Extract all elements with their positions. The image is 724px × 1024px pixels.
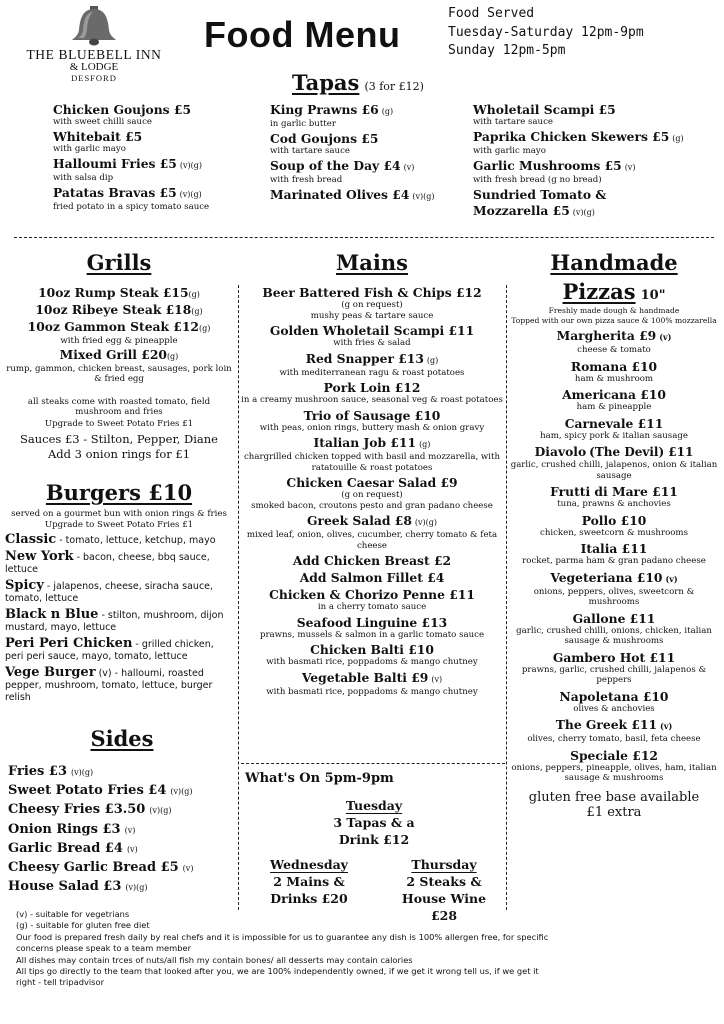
main-item-desc: in a cherry tomato sauce	[317, 602, 427, 612]
main-item-desc: with basmati rice, poppadoms & mango chutney	[266, 657, 478, 667]
side-item	[8, 859, 236, 878]
tapas-heading	[292, 70, 424, 95]
pizza-item-title	[508, 689, 720, 704]
main-item-name: Add Chicken Breast £2	[292, 553, 452, 568]
side-name: Onion Rings £3	[8, 821, 121, 837]
pizza-item-title	[508, 484, 720, 499]
footnote-line: (v) - suitable for vegetrians	[16, 909, 130, 919]
pizza-item-desc: cheese & tomato	[577, 345, 651, 355]
main-item	[241, 513, 503, 551]
side-item	[8, 782, 236, 801]
tapas-item	[270, 131, 470, 157]
tapas-item-title	[270, 187, 470, 204]
main-item-title	[241, 553, 503, 568]
burger-item	[5, 580, 233, 605]
footnote-line: Our food is prepared fresh daily by real chefs and it is impossible for us to guarantee any dish is 100% allergen free, for specific concerns please speak to a team member	[16, 931, 549, 954]
whats-on-divider	[241, 763, 505, 764]
tapas-item-name: Soup of the Day £4	[270, 157, 401, 173]
main-item	[241, 285, 503, 321]
tapas-item-desc: fried potato in a spicy tomato sauce	[53, 201, 210, 212]
diet-tag: (g)	[426, 355, 439, 365]
pizza-item-desc: olives & anchovies	[573, 703, 655, 714]
main-item-desc: with fries & salad	[333, 338, 411, 348]
pizza-item	[508, 717, 720, 745]
burger-item	[5, 534, 233, 547]
burger-name: Black n Blue	[5, 607, 99, 622]
thursday-deal: 2 Steaks & House Wine £28	[401, 874, 487, 923]
main-item-title	[241, 642, 503, 657]
pizza-item	[508, 444, 720, 481]
main-item-title	[241, 380, 503, 395]
main-item-title	[241, 285, 503, 300]
tapas-item	[473, 129, 718, 157]
pizza-item-title	[508, 748, 720, 763]
mixed-grill-desc: rump, gammon, chicken breast, sausages, pork loin & fried egg	[6, 363, 232, 384]
column-divider-left	[238, 285, 239, 910]
main-item-desc: (g on request) smoked bacon, croutons pesto and gran padano cheese	[251, 490, 493, 511]
tapas-item-title	[473, 102, 718, 117]
main-item-title	[241, 435, 503, 452]
diet-tag: (v)(g)	[149, 806, 172, 816]
pizza-item-name: Frutti di Mare £11	[550, 484, 678, 499]
main-item-title	[241, 323, 503, 338]
side-item	[8, 821, 236, 840]
diet-tag: (v)	[182, 864, 194, 874]
burger-name: New York	[5, 549, 74, 564]
tapas-item-title	[473, 203, 718, 220]
tapas-item-title	[270, 158, 470, 175]
mixed-grill	[5, 347, 233, 364]
pizza-item-title	[508, 328, 720, 345]
tapas-item-name: King Prawns £6	[270, 102, 379, 117]
grill-item-name: 10oz Rump Steak £15	[38, 285, 189, 300]
pizza-size: 10"	[640, 288, 666, 303]
mixed-grill-tag: (g)	[166, 351, 179, 361]
sides-heading: Sides	[90, 726, 154, 751]
pizza-item-tag: (The Devil) £11	[589, 445, 694, 459]
pizza-item-desc: ham & pineapple	[576, 402, 652, 412]
pizza-item-desc: rocket, parma ham & gran padano cheese	[522, 556, 706, 566]
inn-name: THE BLUEBELL INN	[26, 47, 162, 62]
main-item-name: Vegetable Balti £9	[301, 669, 429, 685]
burger-desc: - grilled chicken, peri peri sauce, mayo, tomato, lettuce	[5, 639, 214, 662]
whats-on-heading: What's On 5pm-9pm	[245, 771, 394, 786]
pizza-item	[508, 387, 720, 413]
pizza-item	[508, 328, 720, 356]
tapas-column-2	[270, 102, 470, 205]
sauces: Sauces £3 - Stilton, Pepper, Diane	[20, 432, 218, 446]
main-item	[241, 435, 503, 473]
section-divider	[14, 237, 714, 238]
tapas-item-desc: with fresh bread (g no bread)	[473, 174, 602, 185]
burger-name: Peri Peri Chicken	[5, 636, 133, 651]
tapas-item-name: Chicken Goujons £5	[53, 102, 192, 117]
diet-tag: (g)	[381, 107, 394, 116]
main-item	[241, 380, 503, 406]
tapas-item	[473, 187, 718, 202]
grills-section	[5, 250, 233, 462]
main-item-name: Greek Salad £8	[306, 513, 412, 528]
side-item	[8, 878, 236, 897]
pizza-item-name: Vegeteriana £10	[550, 569, 663, 585]
pizza-item	[508, 484, 720, 510]
sides-list	[8, 763, 236, 897]
served-sunday: Sunday 12pm-5pm	[448, 43, 566, 58]
main-item-title	[241, 615, 503, 630]
burger-item	[5, 667, 233, 704]
pizza-item-title	[508, 416, 720, 431]
main-item-name: Trio of Sausage £10	[303, 407, 441, 423]
pizza-item-tag: (v)	[660, 721, 673, 731]
tapas-item-name: Halloumi Fries £5	[53, 155, 177, 171]
main-item-name: Beer Battered Fish & Chips £12	[262, 285, 482, 300]
pizzas-list	[508, 328, 720, 784]
burger-item	[5, 638, 233, 663]
pizza-item-name: Pollo £10	[581, 512, 647, 528]
main-item	[241, 351, 503, 379]
burger-name: Spicy	[5, 578, 44, 593]
tapas-item-desc: with tartare sauce	[473, 117, 553, 127]
pizza-item-name: Americana £10	[562, 387, 666, 402]
pizzas-intro: Freshly made dough & handmade Topped with our own pizza sauce & 100% mozzarella	[511, 306, 717, 325]
main-item-name: Chicken & Chorizo Penne £11	[269, 587, 475, 602]
side-item	[8, 763, 236, 782]
side-name: Sweet Potato Fries £4	[8, 783, 167, 799]
burger-desc: - tomato, lettuce, ketchup, mayo	[56, 535, 216, 546]
tapas-item	[53, 185, 258, 213]
tapas-item	[270, 158, 470, 186]
pizza-item-title	[508, 541, 720, 556]
diet-tag: (v)(g)	[125, 883, 148, 893]
inn-town: DESFORD	[71, 73, 117, 83]
main-item-name: Red Snapper £13	[305, 350, 424, 366]
tapas-item-title	[473, 158, 718, 175]
pizza-item-tag: (v)	[665, 573, 678, 584]
tapas-item-name: Garlic Mushrooms £5	[473, 157, 622, 173]
side-name: House Salad £3	[8, 879, 122, 895]
main-item-desc: with basmati rice, poppadoms & mango chutney	[266, 686, 478, 697]
tuesday-label: Tuesday	[345, 798, 403, 813]
tapas-item-name: Wholetail Scampi £5	[473, 102, 616, 117]
burger-item	[5, 609, 233, 634]
pizza-item-name: Gambero Hot £11	[552, 649, 676, 665]
tapas-item-title	[473, 129, 718, 146]
pizza-item-title	[508, 444, 720, 460]
diet-tag: (v)	[403, 162, 415, 172]
tapas-item-name: Mozzarella £5	[473, 203, 570, 219]
grill-item	[5, 319, 233, 336]
burgers-section	[5, 480, 233, 704]
pizza-item-name: Napoletana £10	[559, 688, 669, 704]
pizza-item-name: Speciale £12	[570, 747, 658, 763]
pizza-item-title	[508, 359, 720, 374]
grill-item	[5, 302, 233, 319]
main-item	[241, 323, 503, 349]
steaks-note: all steaks come with roasted tomato, field mushroom and fries	[27, 396, 211, 417]
tapas-item-desc: with salsa dip	[53, 172, 114, 183]
diet-tag: (g)	[419, 440, 431, 449]
diet-tag: (v)(g)	[170, 787, 193, 797]
bell-icon	[70, 6, 118, 46]
main-item-title	[241, 408, 503, 423]
main-item	[241, 408, 503, 434]
pizza-item-title	[508, 611, 720, 626]
burger-desc: - jalapenos, cheese, siracha sauce, tomato, lettuce	[5, 581, 214, 604]
burger-desc: - bacon, cheese, bbq sauce, lettuce	[5, 552, 210, 575]
pizzas-heading-1: Handmade	[550, 250, 678, 275]
pizza-item-desc: garlic, crushed chilli, jalapenos, onion & italian sausage	[510, 460, 718, 481]
pizza-item-tag: (v)	[659, 332, 672, 342]
pizza-item	[508, 611, 720, 647]
tapas-item-name: Whitebait £5	[53, 128, 143, 144]
side-item	[8, 801, 236, 820]
main-item	[241, 670, 503, 698]
pizza-item-name: Carnevale £11	[564, 415, 664, 431]
main-item	[241, 475, 503, 511]
burger-desc: (v) - halloumi, roasted pepper, mushroom, tomato, lettuce, burger relish	[5, 668, 213, 703]
tapas-item	[473, 203, 718, 220]
pizza-item-name: Margherita £9	[556, 328, 657, 343]
tapas-item-title	[270, 102, 470, 119]
diet-tag: (v)(g)	[414, 518, 438, 527]
diet-tag: (g)	[191, 307, 203, 316]
burger-desc: - stilton, mushroom, dijon mustard, mayo, lettuce	[5, 610, 224, 633]
served-label: Food Served	[448, 6, 535, 21]
pizza-item	[508, 748, 720, 784]
pizza-item-title	[508, 717, 720, 734]
tapas-item-title	[53, 102, 258, 117]
main-item-desc: prawns, mussels & salmon in a garlic tomato sauce	[259, 629, 485, 640]
pizza-item-desc: prawns, garlic, crushed chilli, jalapenos & peppers	[521, 664, 707, 685]
diet-tag: (v)(g)	[179, 189, 202, 199]
side-name: Garlic Bread £4	[8, 840, 123, 856]
mains-list	[241, 285, 503, 697]
tapas-title: Tapas	[292, 70, 360, 95]
grills-heading: Grills	[86, 250, 152, 275]
main-item-desc: mixed leaf, onion, olives, cucumber, cherry tomato & feta cheese	[246, 530, 498, 551]
tapas-item-desc: in garlic butter	[270, 119, 336, 129]
tapas-item-name: Marinated Olives £4	[270, 186, 410, 202]
main-item-name: Chicken Balti £10	[310, 642, 434, 657]
grills-upgrade: Upgrade to Sweet Potato Fries £1	[44, 418, 194, 429]
grill-item-name: 10oz Ribeye Steak £18	[35, 302, 192, 317]
thursday-label: Thursday	[411, 857, 477, 872]
footnotes	[16, 909, 556, 989]
main-item	[241, 642, 503, 668]
column-divider-right	[506, 285, 507, 910]
page-title: Food Menu	[204, 14, 401, 55]
pizza-item-name: Italia £11	[580, 541, 648, 556]
tapas-item-name: Paprika Chicken Skewers £5	[473, 128, 670, 144]
inn-subtitle: & LODGE	[69, 61, 119, 73]
tapas-item-title	[53, 129, 258, 144]
pizza-item-title	[508, 570, 720, 587]
tapas-column-3	[473, 102, 718, 221]
tapas-offer: (3 for £12)	[364, 80, 424, 93]
footnote-line: (g) - suitable for gluten free diet	[16, 920, 150, 931]
burgers-desc: served on a gourmet bun with onion rings & fries	[11, 509, 227, 519]
main-item-name: Chicken Caesar Salad £9	[286, 475, 458, 490]
diet-tag: (v)(g)	[572, 208, 595, 218]
served-weekday: Tuesday-Saturday 12pm-9pm	[448, 24, 644, 40]
tapas-item-desc: with fresh bread	[270, 174, 343, 185]
main-item-title	[241, 587, 503, 602]
tapas-item	[270, 102, 470, 130]
tapas-item	[473, 102, 718, 128]
pizza-item	[508, 541, 720, 567]
main-item	[241, 587, 503, 613]
gluten-free-price: £1 extra	[586, 804, 642, 820]
pizza-item-desc: ham & mushroom	[574, 373, 654, 384]
main-item-desc: with peas, onion rings, buttery mash & onion gravy	[259, 422, 485, 433]
tapas-item-title	[53, 156, 258, 173]
pizza-item-desc: tuna, prawns & anchovies	[557, 499, 671, 509]
pizza-item-name: The Greek £11	[555, 717, 658, 732]
gammon-desc: with fried egg & pineapple	[60, 336, 178, 346]
tapas-item	[270, 187, 470, 204]
grills-list	[5, 285, 233, 336]
tapas-item-title	[473, 187, 718, 202]
footnote-line: All tips go directly to the team that looked after you, we are 100% independently owned, if we get it wrong tell us, if we get it right - tell tripadvisor	[16, 966, 539, 988]
main-item-title	[241, 670, 503, 687]
side-name: Cheesy Garlic Bread £5	[8, 860, 179, 876]
tapas-item	[473, 158, 718, 186]
pizza-item-desc: olives, cherry tomato, basil, feta cheese	[527, 734, 701, 744]
main-item-desc: (g on request) mushy peas & tartare sauce	[310, 300, 434, 321]
pizza-item-title	[508, 650, 720, 665]
tapas-item-desc: with garlic mayo	[473, 145, 546, 156]
main-item-title	[241, 475, 503, 490]
tapas-column-1	[53, 102, 258, 214]
burgers-list	[5, 534, 233, 704]
pizza-item	[508, 359, 720, 385]
mixed-grill-name: Mixed Grill £20	[59, 346, 167, 362]
pizza-item-desc: garlic, crushed chilli, onions, chicken, italian sausage & mushrooms	[516, 625, 712, 646]
burgers-upgrade: Upgrade to Sweet Potato Fries £1	[44, 519, 194, 530]
diet-tag: (v)	[624, 162, 636, 172]
main-item-title	[241, 351, 503, 368]
main-item-desc: with mediterranean ragu & roast potatoes	[279, 367, 465, 378]
tapas-item-title	[53, 185, 258, 202]
whats-on-section	[245, 770, 503, 924]
pizza-item	[508, 689, 720, 715]
pizza-item-name: Gallone £11	[572, 610, 656, 626]
side-name: Cheesy Fries £3.50	[8, 802, 146, 818]
mains-heading: Mains	[336, 250, 408, 275]
pizza-item-desc: ham, spicy pork & italian sausage	[540, 430, 688, 441]
tuesday-deal: 3 Tapas & a Drink £12	[333, 815, 415, 847]
pizza-item-name: Diavolo	[534, 444, 587, 459]
tapas-item-name: Cod Goujons £5	[270, 130, 379, 146]
pizza-item-title	[508, 513, 720, 528]
main-item-name: Add Salmon Fillet £4	[299, 570, 445, 585]
inn-logo	[8, 6, 180, 83]
burger-name: Classic	[5, 532, 57, 547]
wednesday-label: Wednesday	[270, 857, 348, 872]
burgers-heading: Burgers £10	[45, 480, 193, 505]
tapas-item-desc: with sweet chilli sauce	[53, 117, 152, 127]
footnote-line: All dishes may contain trces of nuts/all fish my contain bones/ all desserts may contain calories	[16, 954, 413, 965]
tapas-item-name: Patatas Bravas £5	[53, 184, 177, 200]
diet-tag: (v)	[124, 825, 136, 835]
main-item-name: Golden Wholetail Scampi £11	[269, 323, 475, 338]
pizza-item-desc: onions, peppers, pineapple, olives, ham, italian sausage & mushrooms	[511, 762, 717, 783]
diet-tag: (v)(g)	[179, 160, 202, 170]
tapas-item-desc: with garlic mayo	[53, 143, 126, 154]
tapas-item	[53, 129, 258, 155]
pizza-item-title	[508, 387, 720, 402]
main-item	[241, 570, 503, 585]
burger-item	[5, 551, 233, 576]
side-name: Fries £3	[8, 764, 67, 779]
main-item-title	[241, 570, 503, 585]
sides-section	[8, 726, 236, 897]
tapas-item	[53, 102, 258, 128]
main-item-name: Italian Job £11	[313, 435, 417, 450]
diet-tag: (g)	[672, 133, 684, 143]
pizza-item	[508, 650, 720, 686]
diet-tag: (g)	[188, 290, 200, 299]
food-served-hours	[448, 5, 644, 61]
side-item	[8, 840, 236, 859]
pizza-item-desc: chicken, sweetcorn & mushrooms	[540, 527, 688, 538]
pizza-item-desc: onions, peppers, olives, sweetcorn & mushrooms	[533, 586, 695, 607]
pizzas-section	[508, 250, 720, 820]
main-item-name: Pork Loin £12	[323, 380, 421, 395]
main-item	[241, 553, 503, 568]
diet-tag: (v)	[126, 844, 138, 854]
diet-tag: (v)	[431, 674, 443, 684]
main-item-desc: in a creamy mushroon sauce, seasonal veg & roast potatoes	[241, 395, 503, 405]
pizza-item	[508, 570, 720, 608]
grill-item	[5, 285, 233, 302]
main-item	[241, 615, 503, 641]
burger-name: Vege Burger	[5, 665, 96, 680]
tapas-item-desc: with tartare sauce	[270, 145, 350, 156]
tapas-item-title	[270, 131, 470, 146]
tapas-item	[53, 156, 258, 184]
pizza-item-name: Romana £10	[570, 358, 658, 374]
pizza-item	[508, 416, 720, 442]
gluten-free-base: gluten free base available	[528, 789, 700, 805]
diet-tag: (v)(g)	[412, 191, 435, 201]
grill-item-name: 10oz Gammon Steak £12	[27, 319, 199, 334]
pizza-item	[508, 513, 720, 539]
diet-tag: (g)	[198, 324, 211, 333]
main-item-title	[241, 513, 503, 530]
pizzas-heading-2: Pizzas	[562, 279, 636, 304]
main-item-desc: chargrilled chicken topped with basil and mozzarella, with ratatouille & roast potatoes	[243, 452, 501, 473]
mains-section	[241, 250, 503, 699]
wednesday-deal: 2 Mains & Drinks £20	[270, 874, 348, 906]
main-item-name: Seafood Linguine £13	[296, 614, 448, 630]
diet-tag: (v)(g)	[71, 768, 94, 777]
onion-rings-addon: Add 3 onion rings for £1	[47, 447, 191, 461]
tapas-item-name: Sundried Tomato &	[473, 186, 607, 202]
